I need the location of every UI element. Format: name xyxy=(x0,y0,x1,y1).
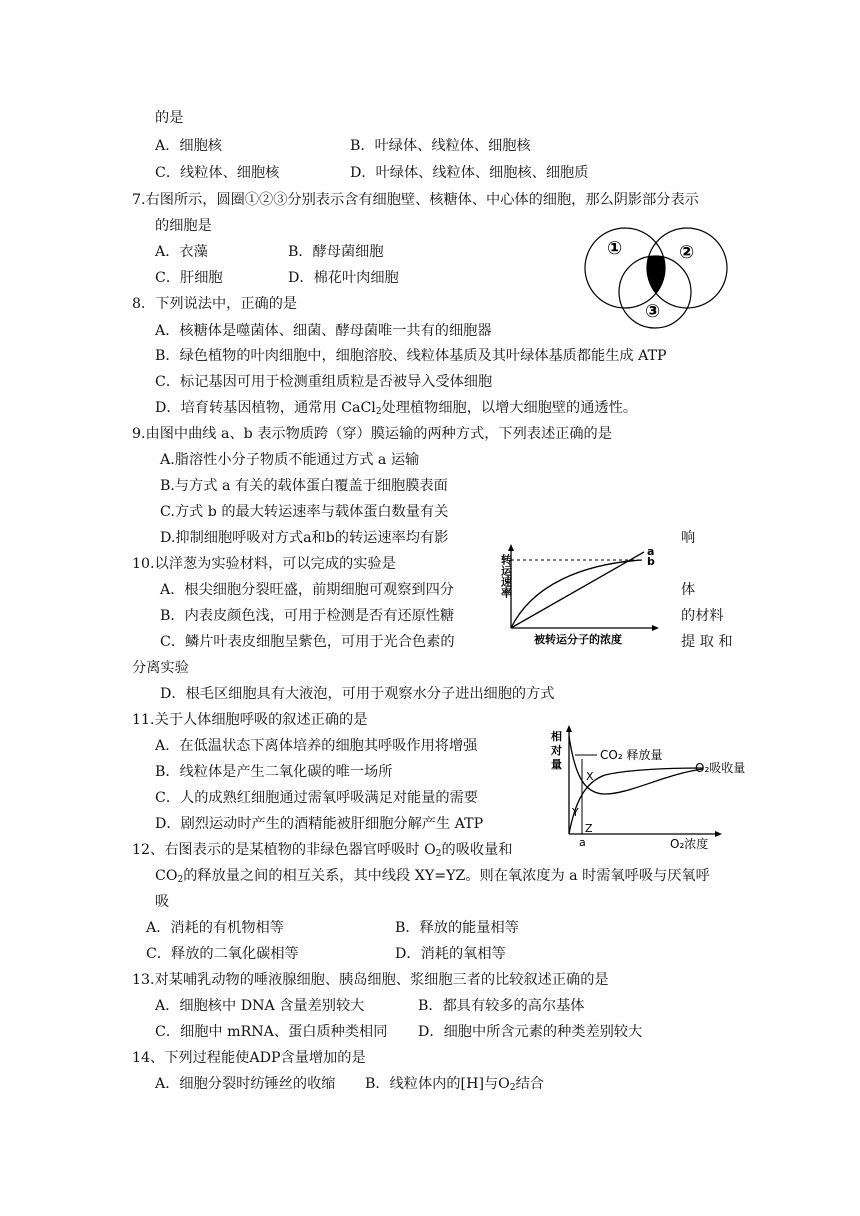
q13-option-a: A．细胞核中 DNA 含量差别较大 xyxy=(155,998,365,1014)
q10-option-c: C．鳞片叶表皮细胞呈紫色，可用于光合色素的 xyxy=(160,634,455,650)
q9-option-d-tail: 响 xyxy=(681,530,696,546)
q7-option-d: D．棉花叶肉细胞 xyxy=(288,270,399,286)
chart2-ylabel-2: 对 xyxy=(551,744,562,757)
q9-option-c: C.方式 b 的最大转运速率与载体蛋白数量有关 xyxy=(160,504,449,520)
q6-option-a: A．细胞核 xyxy=(155,138,222,154)
o2-uptake-label: O₂吸收量 xyxy=(695,761,746,775)
curve-b-label: b xyxy=(647,555,655,568)
q8-option-d: D．培育转基因植物，通常用 CaCl$_2$处理植物细胞，以增大细胞壁的通透性。 xyxy=(155,400,637,417)
q11-option-c: C．人的成熟红细胞通过需氧呼吸满足对能量的需要 xyxy=(155,790,478,806)
q9-stem: 9.由图中曲线 a、b 表示物质跨（穿）膜运输的两种方式，下列表述正确的是 xyxy=(132,426,612,442)
q9-option-a: A.脂溶性小分子物质不能通过方式 a 运输 xyxy=(160,452,420,468)
point-x-label: X xyxy=(586,770,594,783)
chart1-xlabel: 被转运分子的浓度 xyxy=(534,633,622,646)
venn-label-2: ② xyxy=(679,242,695,263)
q10-stem: 10.以洋葱为实验材料，可以完成的实验是 xyxy=(132,556,396,572)
co2-label: CO₂ 释放量 xyxy=(600,748,663,762)
venn-label-1: ① xyxy=(607,238,623,259)
curve-a-label: a xyxy=(647,545,655,558)
point-y-label: Y xyxy=(572,806,579,819)
q8-option-c: C．标记基因可用于检测重组质粒是否被导入受体细胞 xyxy=(155,374,493,390)
q12-option-c: C．释放的二氧化碳相等 xyxy=(146,946,299,962)
q7-option-b: B．酵母菌细胞 xyxy=(288,244,384,260)
q6-option-b: B．叶绿体、线粒体、细胞核 xyxy=(350,138,531,154)
respiration-chart xyxy=(545,722,760,857)
q8-option-a: A．核糖体是噬菌体、细菌、酵母菌唯一共有的细胞器 xyxy=(155,323,492,339)
x-tick-a: a xyxy=(579,836,586,849)
q10-option-c-tail: 提 取 和 xyxy=(681,634,733,650)
venn-label-3: ③ xyxy=(645,301,661,322)
q12-option-b: B．释放的能量相等 xyxy=(395,920,519,936)
q7-option-c: C．肝细胞 xyxy=(155,270,223,286)
q14-stem: 14、下列过程能使ADP含量增加的是 xyxy=(132,1050,366,1066)
q10-option-a-tail: 体 xyxy=(681,582,696,598)
q6-option-d: D．叶绿体、线粒体、细胞核、细胞质 xyxy=(350,165,589,181)
point-z-label: Z xyxy=(585,822,593,835)
q6-stem-end: 的是 xyxy=(155,110,184,126)
venn-diagram xyxy=(583,226,731,330)
chart2-ylabel-3: 量 xyxy=(551,758,562,771)
q14-option-a: A．细胞分裂时纺锤丝的收缩 xyxy=(155,1076,336,1092)
q11-option-d: D．剧烈运动时产生的酒精能被肝细胞分解产生 ATP xyxy=(155,816,484,832)
q6-option-c: C．线粒体、细胞核 xyxy=(155,165,280,181)
q13-option-d: D．细胞中所含元素的种类差别较大 xyxy=(418,1024,643,1040)
q14-option-b: B．线粒体内的[H]与$O_2$结合 xyxy=(365,1076,544,1093)
q8-stem: 8．下列说法中，正确的是 xyxy=(132,296,298,312)
q12-stem-cont: $CO_2$的释放量之间的相互关系，其中线段 XY=YZ。则在氧浓度为 a 时需氧呼吸与厌氧呼 xyxy=(155,868,710,885)
q11-option-a: A．在低温状态下离体培养的细胞其呼吸作用将增强 xyxy=(155,738,478,754)
chart2-xaxis-label: O₂浓度 xyxy=(670,837,709,851)
q7-option-a: A．衣藻 xyxy=(155,244,208,260)
q12-option-d: D．消耗的氧相等 xyxy=(395,946,506,962)
q10-option-b: B．内表皮颜色浅，可用于检测是否有还原性糖 xyxy=(160,608,455,624)
q12-stem-cont-2: 吸 xyxy=(155,894,170,910)
q10-option-b-tail: 的材料 xyxy=(681,608,724,624)
chart1-ylabel: 转运速率 xyxy=(499,554,513,598)
chart2-ylabel-1: 相 xyxy=(551,730,562,743)
transport-rate-chart xyxy=(492,540,668,648)
q9-option-d: D.抑制细胞呼吸对方式a和b的转运速率均有影 xyxy=(160,530,449,546)
q12-stem: 12、右图表示的是某植物的非绿色器官呼吸时 $O_2$的吸收量和 xyxy=(132,842,513,859)
q13-stem: 13.对某哺乳动物的唾液腺细胞、胰岛细胞、浆细胞三者的比较叙述正确的是 xyxy=(132,972,609,988)
q8-option-b: B．绿色植物的叶肉细胞中，细胞溶胶、线粒体基质及其叶绿体基质都能生成 ATP xyxy=(155,348,667,364)
q13-option-b: B．都具有较多的高尔基体 xyxy=(418,998,585,1014)
q10-option-a: A．根尖细胞分裂旺盛，前期细胞可观察到四分 xyxy=(160,582,454,598)
q7-stem: 7.右图所示，圆圈①②③分别表示含有细胞壁、核糖体、中心体的细胞，那么阴影部分表示 xyxy=(132,192,699,208)
q7-stem-cont: 的细胞是 xyxy=(155,218,212,234)
q12-option-a: A．消耗的有机物相等 xyxy=(146,920,284,936)
q10-option-c-cont: 分离实验 xyxy=(132,660,189,676)
q9-option-b: B.与方式 a 有关的载体蛋白覆盖于细胞膜表面 xyxy=(160,478,448,494)
q11-option-b: B．线粒体是产生二氧化碳的唯一场所 xyxy=(155,764,393,780)
q10-option-d: D．根毛区细胞具有大液泡，可用于观察水分子进出细胞的方式 xyxy=(160,686,555,702)
q13-option-c: C．细胞中 mRNA、蛋白质种类相同 xyxy=(155,1024,388,1040)
q11-stem: 11.关于人体细胞呼吸的叙述正确的是 xyxy=(132,712,368,728)
